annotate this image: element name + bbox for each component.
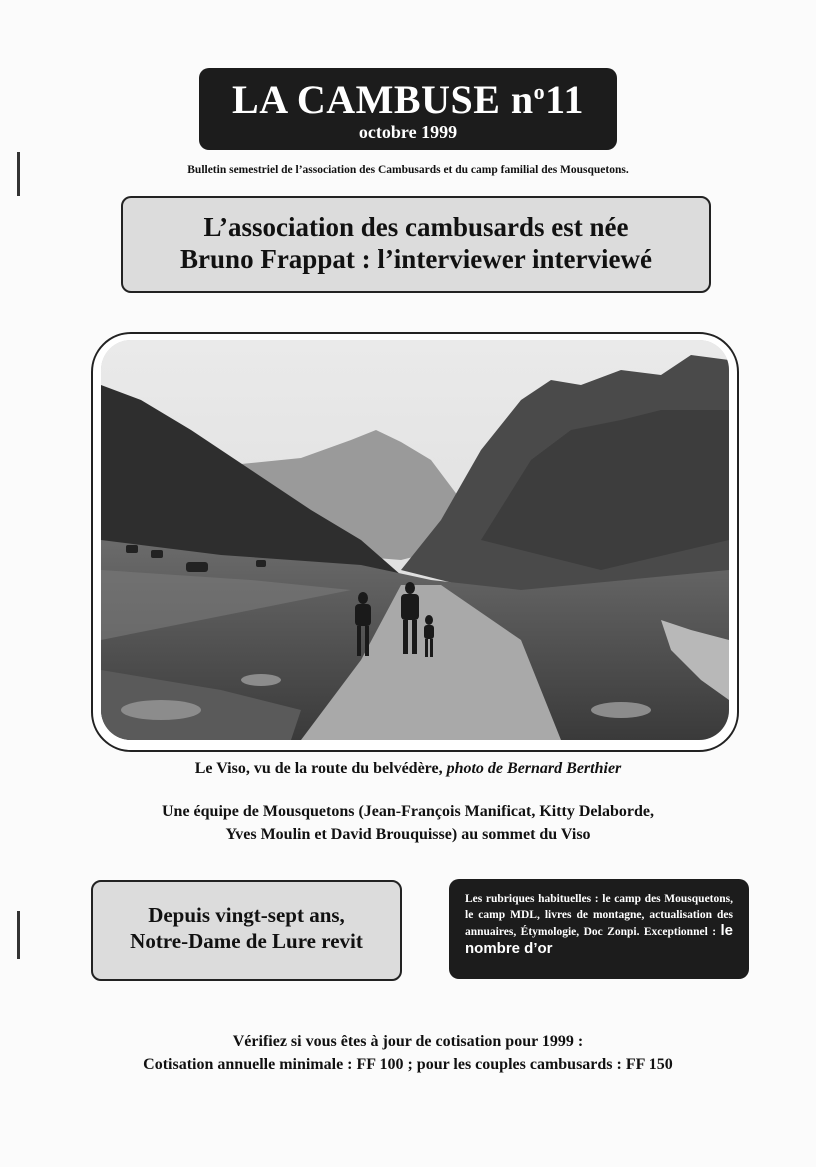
masthead-issue-number: 11	[545, 77, 584, 122]
masthead-title-text: LA CAMBUSE n	[232, 77, 534, 122]
photo-credit: photo de Bernard Berthier	[446, 760, 622, 777]
masthead-date: octobre 1999	[358, 122, 458, 142]
caption-text: Le Viso, vu de la route du belvédère,	[194, 760, 443, 777]
rubriques-text: Les rubriques habituelles : le camp des Mousquetons, le camp MDL, livres de montagne, actualisation des annuaires, Étymologie, Doc Zonpi. Exceptionnel :	[465, 893, 733, 938]
masthead-title	[199, 76, 617, 123]
bulletin-subtitle: Bulletin semestriel de l’association des Cambusards et du camp familial des Mousquetons.	[187, 164, 629, 176]
team-description	[60, 800, 756, 846]
headline-line-1: L’association des cambusards est née	[203, 212, 629, 242]
rubriques-special: le nombre d’or	[465, 922, 734, 957]
rubriques-box	[449, 879, 749, 979]
photo-caption	[60, 760, 756, 778]
lure-line-2: Notre-Dame de Lure revit	[130, 929, 363, 953]
cotisation-notice	[60, 1030, 756, 1076]
headline-line-2: Bruno Frappat : l’interviewer interviewé	[180, 244, 652, 274]
masthead-title-sup: o	[533, 79, 546, 104]
rubriques-text-block	[465, 892, 733, 958]
lure-article-box	[91, 880, 402, 981]
margin-mark-bottom	[17, 911, 20, 959]
headline-box	[121, 196, 711, 293]
team-line-1: Une équipe de Mousquetons (Jean-François Manificat, Kitty Delaborde,	[162, 803, 654, 820]
lure-line-1: Depuis vingt-sept ans,	[148, 903, 345, 927]
masthead	[199, 68, 617, 150]
cotisation-line-1: Vérifiez si vous êtes à jour de cotisation pour 1999 :	[232, 1033, 584, 1050]
margin-mark-top	[17, 152, 20, 196]
photo-illustration	[101, 340, 729, 740]
team-line-2: Yves Moulin et David Brouquisse) au sommet du Viso	[225, 826, 591, 843]
mountain-landscape-photo	[101, 340, 729, 740]
cotisation-line-2: Cotisation annuelle minimale : FF 100 ; pour les couples cambusards : FF 150	[143, 1056, 673, 1073]
